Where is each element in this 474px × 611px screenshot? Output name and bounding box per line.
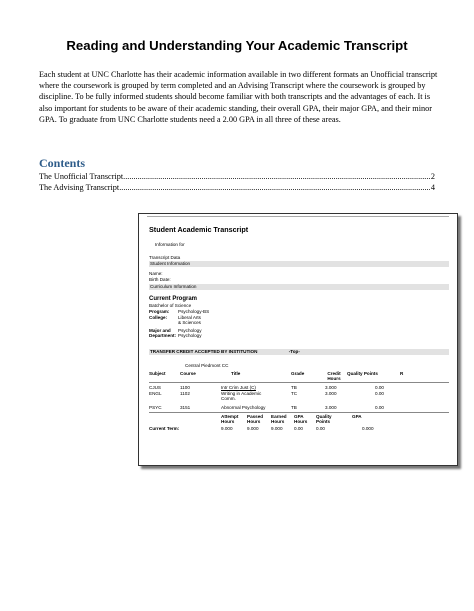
col-subject: Subject	[149, 371, 166, 376]
toc-item-unofficial-transcript[interactable]	[39, 172, 435, 182]
cell-course: 1100	[180, 385, 190, 390]
toc-page-number: 2	[430, 172, 435, 181]
top-link[interactable]: -Top-	[288, 349, 300, 354]
col-gpa: GPA	[352, 414, 362, 419]
cell-subject: CJUS	[149, 385, 161, 390]
birth-date-label: Birth Date:	[149, 277, 171, 282]
transfer-credit-heading: TRANSFER CREDIT ACCEPTED BY INSTITUTION	[150, 349, 258, 354]
current-term-gpa: 0.000	[362, 426, 374, 431]
col-credit-hours: Credit Hours	[327, 371, 341, 382]
col-earned-hours: Earned Hours	[271, 414, 287, 425]
cell-grade: TB	[291, 385, 297, 390]
college-row	[149, 315, 204, 326]
intro-paragraph: Each student at UNC Charlotte has their academic information available in two different formats an Unofficial transcript where the coursework is grouped by term completed and an Advising Transcript where the coursework is grouped by discipline. To be fully informed students should become familiar with both transcripts and the advantages of each. It is also important for students to be aware of their academic standing, their overall GPA, their major GPA, and their minor GPA. To graduate from UNC Charlotte students need a 2.00 GPA in all three of these areas.	[39, 70, 438, 124]
major-row	[149, 328, 206, 339]
current-term-label: Current Term:	[149, 426, 180, 431]
information-for-label: Information for	[155, 242, 185, 247]
col-title: Title	[231, 371, 241, 376]
transcript-screenshot	[138, 213, 458, 466]
toc-leader	[119, 183, 430, 193]
current-term-quality-points: 0.00	[316, 426, 325, 431]
current-program-heading: Current Program	[149, 296, 198, 302]
major-value: Psychology Psychology	[178, 328, 202, 339]
major-label: Major and Department:	[149, 328, 177, 339]
page-title: Reading and Understanding Your Academic Transcript	[66, 38, 408, 53]
college-value: Liberal Arts & Sciences	[178, 315, 201, 326]
current-term-earned: 9.000	[271, 426, 283, 431]
program-value: Psychology-BS	[178, 309, 210, 314]
current-term-attempt: 9.000	[221, 426, 233, 431]
current-term-passed: 9.000	[247, 426, 259, 431]
degree-name: Batchelor of Science	[149, 303, 192, 308]
cell-credit: 3.000	[325, 391, 337, 396]
toc-leader	[123, 172, 430, 182]
cell-title-link[interactable]: Intr Crim Just (C)	[221, 385, 256, 390]
col-course: Course	[180, 371, 196, 376]
program-label: Program:	[149, 309, 170, 314]
cell-title-link[interactable]: Abnormal Psychology	[221, 405, 266, 410]
col-r: R	[400, 371, 404, 376]
contents-heading: Contents	[39, 156, 86, 170]
cell-quality: 0.00	[375, 391, 384, 396]
cell-course: 1102	[180, 391, 190, 396]
cell-quality: 0.00	[375, 385, 384, 390]
cell-course: 3151	[180, 405, 191, 410]
college-label: College:	[149, 315, 168, 320]
col-attempt-hours: Attempt Hours	[221, 414, 239, 425]
transcript-title: Student Academic Transcript	[149, 225, 249, 234]
toc-item-advising-transcript[interactable]	[39, 183, 435, 193]
cell-subject: ENGL	[149, 391, 162, 396]
name-label: Name:	[149, 271, 163, 276]
cell-credit: 3.000	[325, 385, 337, 390]
cell-grade: TB	[291, 405, 297, 410]
toc-item-label: The Advising Transcript	[39, 183, 120, 192]
program-row	[149, 309, 238, 314]
institution-name: Central Piedmont CC	[185, 363, 229, 368]
col-passed-hours: Passed Hours	[247, 414, 264, 425]
cell-subject: PSYC	[149, 405, 162, 410]
cell-quality: 0.00	[375, 405, 384, 410]
current-term-gpa-hours: 0.00	[294, 426, 303, 431]
totals-rule	[149, 412, 449, 413]
transfer-credit-bar	[149, 349, 449, 355]
toc-item-label: The Unofficial Transcript	[39, 172, 124, 181]
cell-credit: 3.000	[325, 405, 337, 410]
student-information-bar: Student Information	[149, 261, 449, 267]
cell-grade: TC	[291, 391, 298, 396]
col-quality-points: Quality Points	[347, 371, 378, 376]
curriculum-information-bar: Curriculum Information	[149, 284, 449, 290]
toc-page-number: 4	[430, 183, 435, 192]
transcript-tab-strip	[147, 214, 449, 217]
col-gpa-hours: GPA Hours	[294, 414, 308, 425]
header-rule	[149, 382, 449, 383]
col-totals-quality-points: Quality Points	[316, 414, 332, 425]
transcript-data-label: Transcript Data	[149, 255, 181, 260]
cell-title-link[interactable]: Writing in Academic Comm.	[221, 391, 262, 402]
col-grade: Grade	[291, 371, 305, 376]
